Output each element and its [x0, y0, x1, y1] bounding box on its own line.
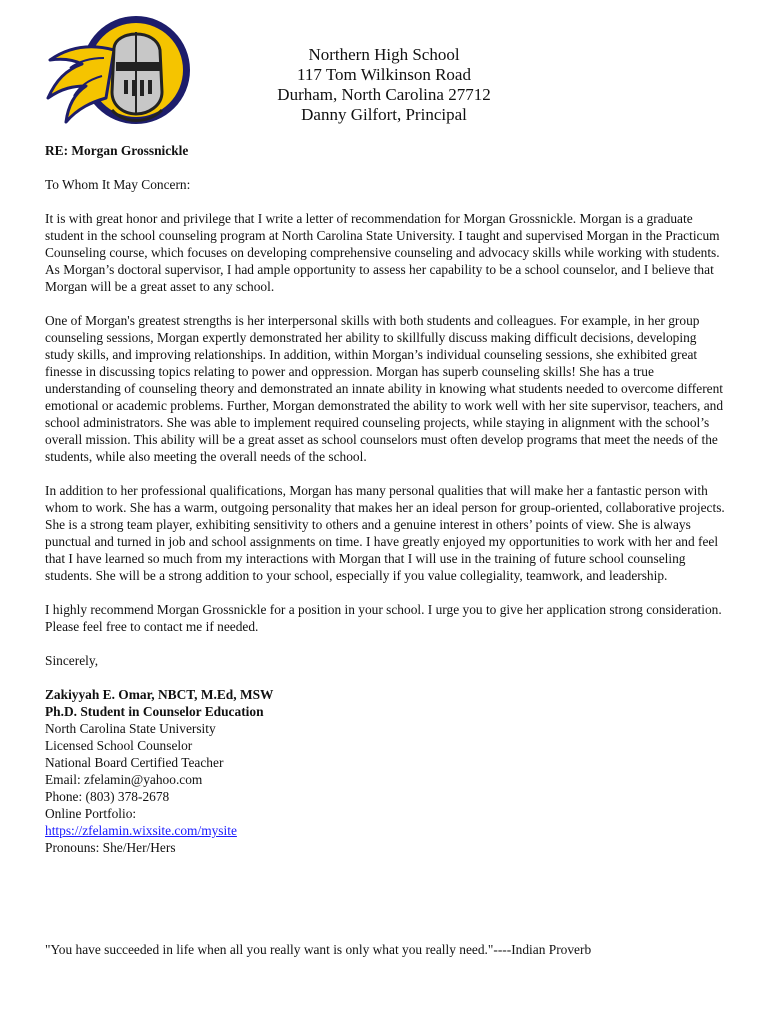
signer-university: North Carolina State University [45, 721, 216, 736]
letter-paragraph: It is with great honor and privilege that I write a letter of recommendation for Morgan Grossnickle. Morgan is a graduate student in the school counseling program at North Carolina State University. I taught and supervised Morgan in the Practicum Counseling course, which focuses on developing comprehensive counseling and advocacy skills while working with students. As Morgan’s doctoral supervisor, I had ample opportunity to assess her capability to be a school counselor, and I believe that Morgan will be a great asset to any school. [45, 211, 720, 294]
portfolio-link[interactable]: https://zfelamin.wixsite.com/mysite [45, 823, 237, 838]
letter-salutation: To Whom It May Concern: [45, 177, 191, 192]
signer-phone: Phone: (803) 378-2678 [45, 789, 170, 804]
school-city: Durham, North Carolina 27712 [277, 85, 491, 104]
school-street: 117 Tom Wilkinson Road [297, 65, 471, 84]
letter-body [45, 142, 725, 856]
portfolio-label: Online Portfolio: [45, 806, 137, 821]
letter-subject: RE: Morgan Grossnickle [45, 143, 189, 158]
school-principal: Danny Gilfort, Principal [301, 105, 467, 124]
signer-name: Zakiyyah E. Omar, NBCT, M.Ed, MSW [45, 687, 274, 702]
signature-block [45, 686, 725, 856]
letter-paragraph: In addition to her professional qualifications, Morgan has many personal qualities that will make her a fantastic person with whom to work. She has a warm, outgoing personality that makes her an ideal person for group-oriented, collaborative projects. She is a strong team player, exhibiting sensitivity to others and a genuine interest in others’ points of view. She is always punctual and turned in job and school assignments on time. I have greatly enjoyed my opportunities to work with her and feel that I have learned so much from my interactions with Morgan that I will use in the training of future school counseling students. She will be a strong addition to your school, especially if you value collegiality, teamwork, and leadership. [45, 483, 725, 583]
letter-paragraph: I highly recommend Morgan Grossnickle for a position in your school. I urge you to give her application strong consideration. Please feel free to contact me if needed. [45, 602, 722, 634]
signer-email: Email: zfelamin@yahoo.com [45, 772, 203, 787]
school-name: Northern High School [308, 45, 460, 64]
closing-quote: "You have succeeded in life when all you really want is only what you really need."----Indian Proverb [45, 942, 592, 957]
letter-paragraph: One of Morgan's greatest strengths is her interpersonal skills with both students and colleagues. For example, in her group counseling sessions, Morgan expertly demonstrated her ability to skillfully discuss making difficult decisions, developing study skills, and improving relationships. In addition, within Morgan’s individual counseling sessions, she exhibited great finesse in discussing topics relating to power and oppression. Morgan has superb counseling skills! She has a true understanding of counseling theory and demonstrated an innate ability in knowing what students needed to overcome different emotional or academic problems. Further, Morgan demonstrated the ability to work well with her site supervisor, teachers, and school administrators. She was able to implement required counseling projects, while staying in alignment with the school’s overall mission. This ability will be a great asset as school counselors must often develop programs that meet the needs of the students, while also meeting the overall needs of the school. [45, 313, 724, 464]
signer-title: Ph.D. Student in Counselor Education [45, 704, 264, 719]
signer-certification: National Board Certified Teacher [45, 755, 224, 770]
signer-pronouns: Pronouns: She/Her/Hers [45, 840, 176, 855]
signer-license: Licensed School Counselor [45, 738, 193, 753]
letterhead [240, 45, 528, 125]
letter-closing: Sincerely, [45, 653, 99, 668]
knight-helmet-icon [44, 14, 192, 132]
